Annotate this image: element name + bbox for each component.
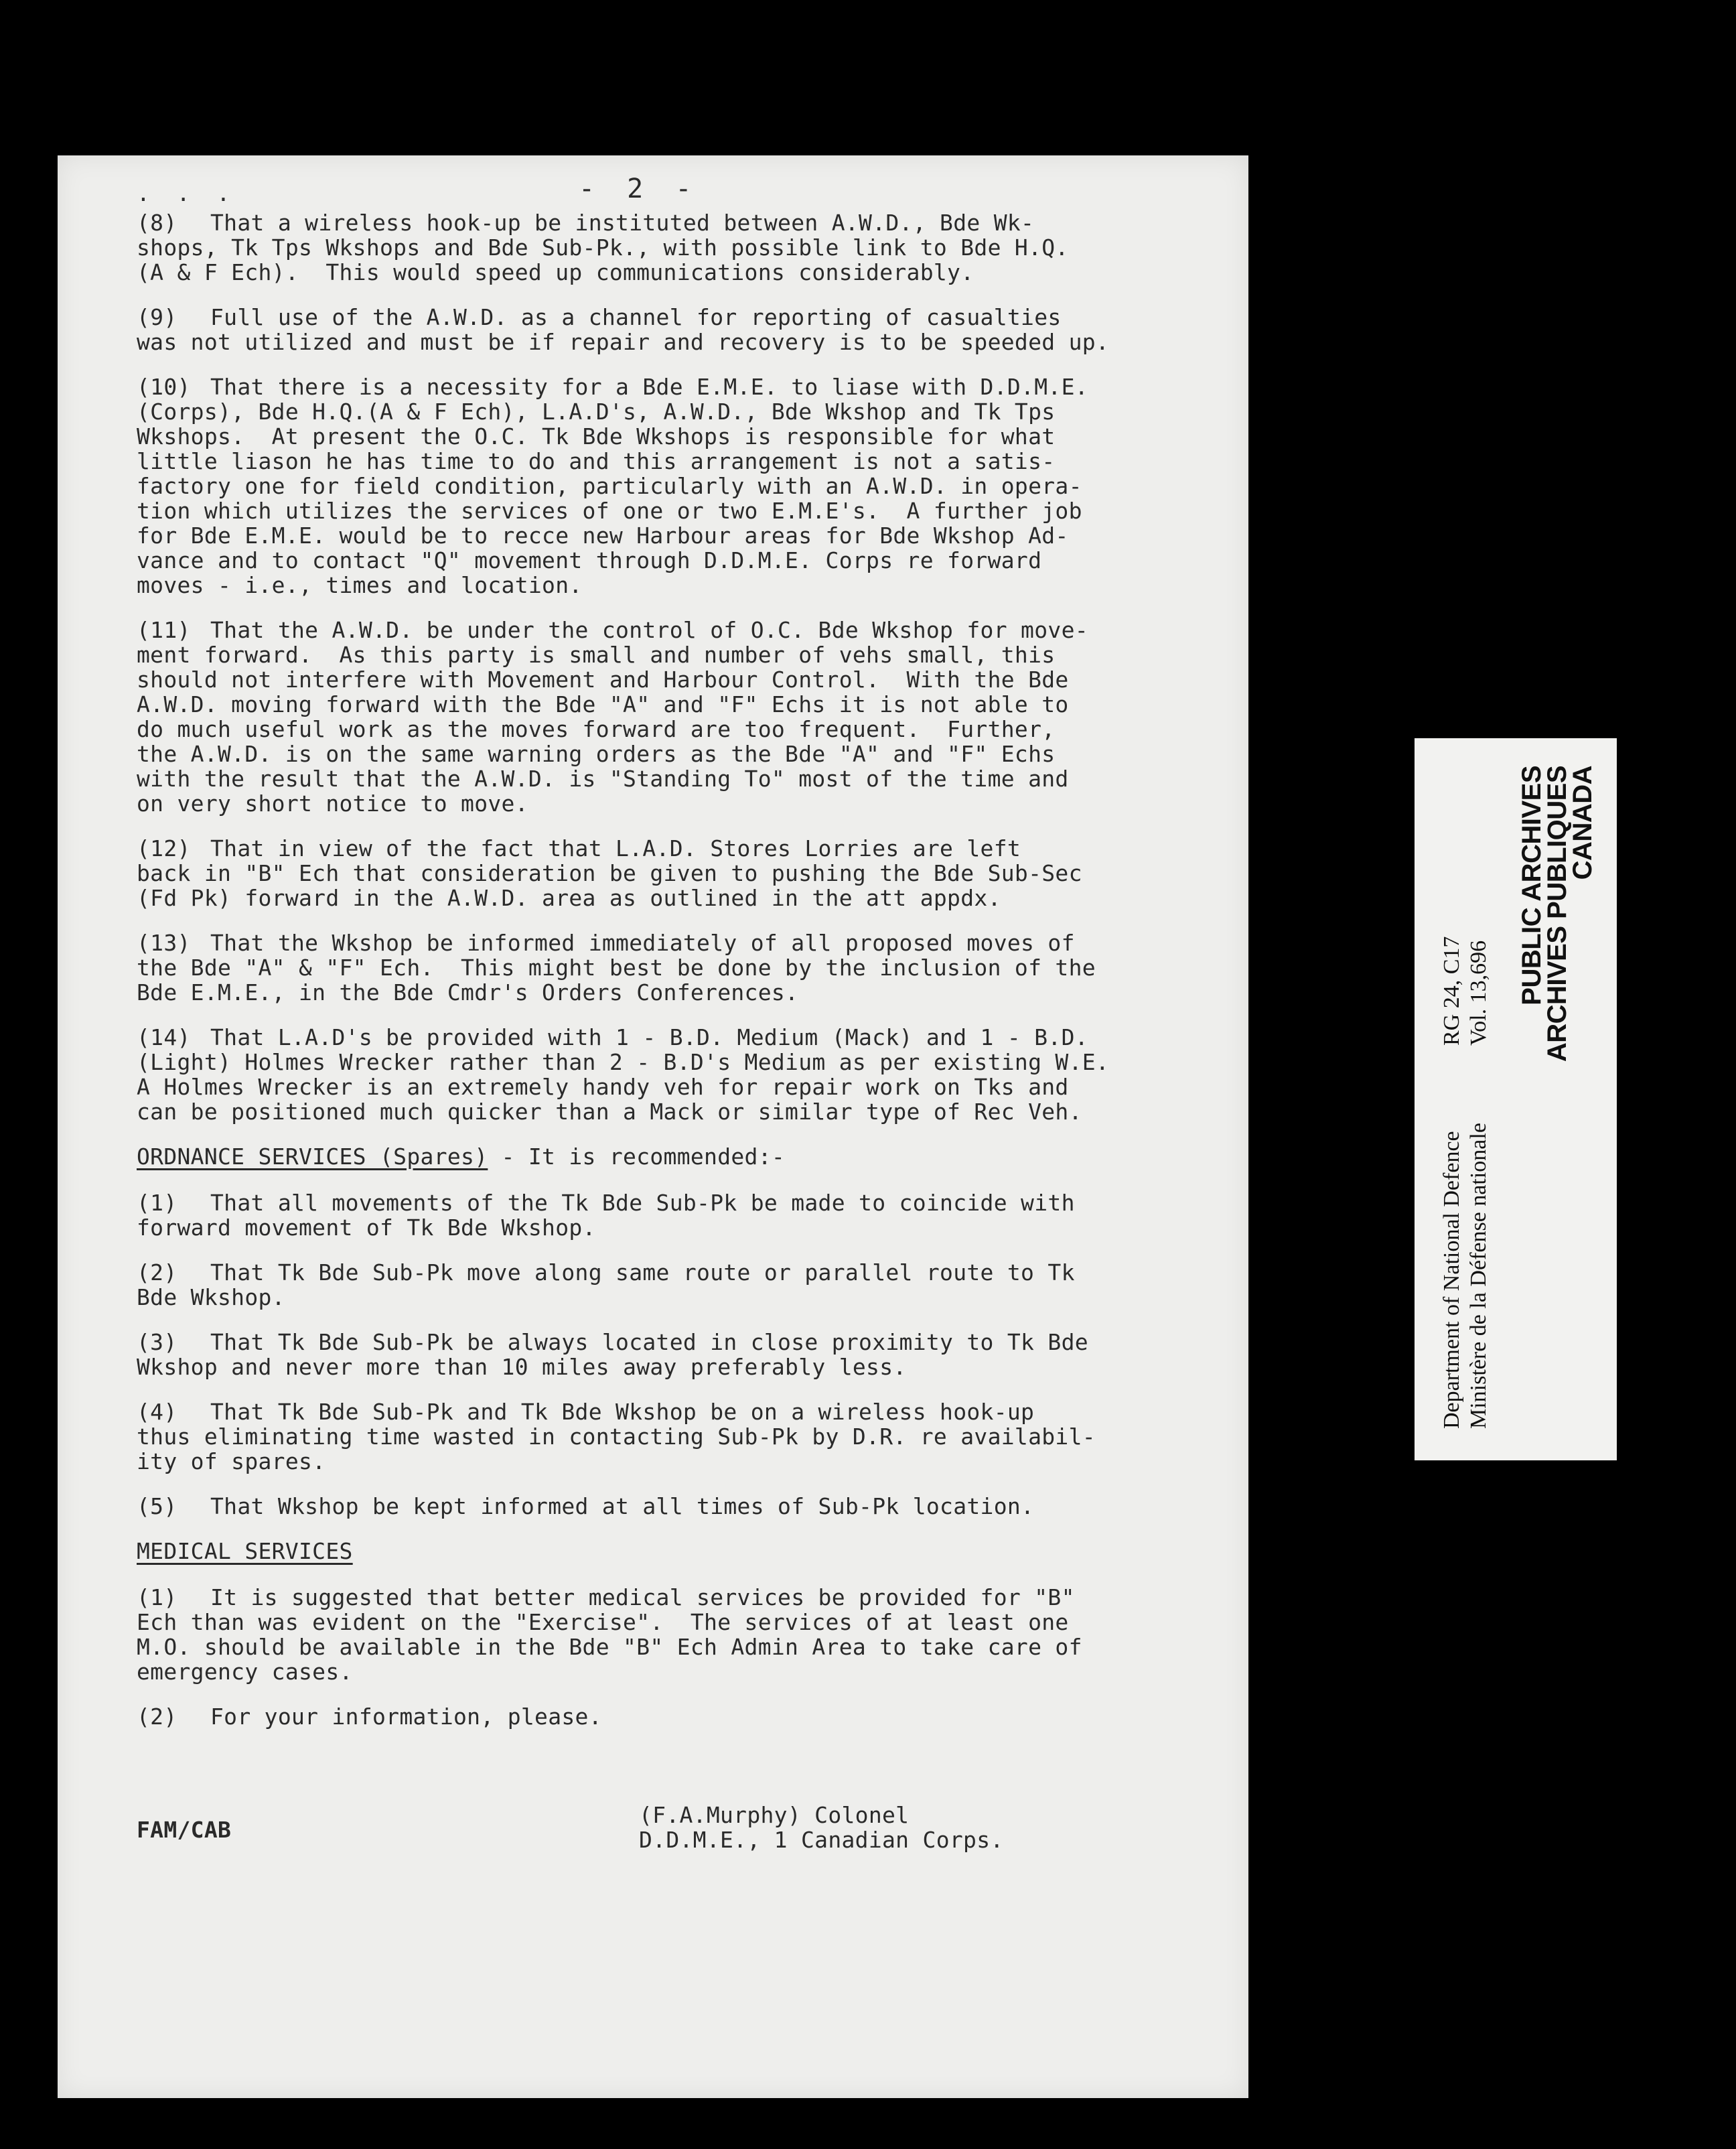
paragraph-number: (12) [137, 835, 191, 861]
medical-heading [137, 1539, 1222, 1564]
ordnance-heading [137, 1144, 1222, 1169]
item-number: (2) [137, 1704, 177, 1730]
department-block [1439, 1067, 1492, 1429]
item-number: (1) [137, 1584, 177, 1610]
department-french: Ministère de la Défense nationale [1466, 1123, 1491, 1429]
ordnance-title: ORDNANCE SERVICES (Spares) [137, 1143, 488, 1170]
ordnance-item-1 [137, 1190, 1222, 1240]
paragraph-12 [137, 836, 1222, 910]
paragraph-text: That the Wkshop be informed immediately of all proposed moves of the Bde "A" & "F" Ech. This might best be done by the inclusion of the Bde E.M.E., in the Bde Cmdr's Orders Conferences. [137, 930, 1096, 1006]
paragraph-8 [137, 210, 1222, 285]
paragraph-9 [137, 305, 1222, 354]
item-text: That all movements of the Tk Bde Sub-Pk be made to coincide with forward movement of Tk Bde Wkshop. [137, 1190, 1075, 1241]
signature-name: (F.A.Murphy) Colonel [639, 1802, 910, 1828]
paragraph-10 [137, 374, 1222, 598]
paragraph-text: That L.A.D's be provided with 1 - B.D. Medium (Mack) and 1 - B.D. (Light) Holmes Wrecker rather than 2 - B.D's Medium as per existing W.E. A Holmes Wrecker is an extremely handy veh for repair work on Tks and can be positioned much quicker than a Mack or similar type of Rec Veh. [137, 1024, 1110, 1125]
signature-title: D.D.M.E., 1 Canadian Corps. [639, 1827, 1004, 1853]
department-english: Department of National Defence [1439, 1131, 1464, 1429]
paragraph-13 [137, 930, 1222, 1005]
medical-item-2 [137, 1704, 1222, 1729]
item-text: For your information, please. [210, 1704, 602, 1730]
archive-label-content [1419, 751, 1613, 1448]
archive-label-card [1415, 738, 1617, 1460]
page-number: - 2 - [579, 174, 700, 204]
paragraph-number: (8) [137, 210, 177, 236]
item-number: (4) [137, 1399, 177, 1425]
ordnance-item-4 [137, 1399, 1222, 1474]
paragraph-text: That the A.W.D. be under the control of O.C. Bde Wkshop for move- ment forward. As this party is small and number of vehs small, this should not interfere with Movement and Harbour Control. With the Bde A.W.D. moving forward with the Bde "A" and "F" Echs it is not able to do much useful work as the moves forward are too frequent. Further, the A.W.D. is on the same warning orders as the Bde "A" and "F" Echs with the result that the A.W.D. is "Standing To" most of the time and on very short notice to move. [137, 617, 1088, 817]
medical-title: MEDICAL SERVICES [137, 1538, 353, 1564]
paragraph-number: (14) [137, 1024, 191, 1050]
paragraph-11 [137, 618, 1222, 816]
archive-label [1405, 729, 1626, 1470]
paragraph-number: (11) [137, 617, 191, 643]
item-number: (2) [137, 1259, 177, 1286]
reference-initials: FAM/CAB [137, 1817, 232, 1843]
item-number: (1) [137, 1190, 177, 1216]
header-dots: . . . [137, 180, 237, 206]
paragraph-text: That there is a necessity for a Bde E.M.E. to liase with D.D.M.E. (Corps), Bde H.Q.(A & F Ech), L.A.D's, A.W.D., Bde Wkshop and Tk Tps Wkshops. At present the O.C. Tk Bde Wkshops is responsible for what little liason he has time to do and this arrangement is not a satis- factory one for field condition, particularly with an A.W.D. in opera- tion which utilizes the services of one or two E.M.E's. A further job for Bde E.M.E. would be to recce new Harbour areas for Bde Wkshop Ad- vance and to contact "Q" movement through D.D.M.E. Corps re forward moves - i.e., times and location. [137, 374, 1088, 598]
document-page [58, 155, 1248, 2098]
item-text: That Tk Bde Sub-Pk and Tk Bde Wkshop be on a wireless hook-up thus eliminating time wasted in contacting Sub-Pk by D.R. re availabil- ity of spares. [137, 1399, 1096, 1474]
medical-item-1 [137, 1585, 1222, 1684]
paragraph-number: (10) [137, 374, 191, 400]
item-text: That Tk Bde Sub-Pk move along same route or parallel route to Tk Bde Wkshop. [137, 1259, 1075, 1310]
signature [639, 1803, 1004, 1852]
paragraph-text: That in view of the fact that L.A.D. Stores Lorries are left back in "B" Ech that consideration be given to pushing the Bde Sub-Sec (Fd Pk) forward in the A.W.D. area as outlined in the att appdx. [137, 835, 1082, 911]
document-body [137, 174, 1222, 1883]
ordnance-item-5 [137, 1494, 1222, 1519]
paragraph-number: (13) [137, 930, 191, 956]
volume-number: Vol. 13,696 [1466, 940, 1491, 1046]
archives-french: ARCHIVES PUBLIQUES [1542, 766, 1572, 1062]
record-group: RG 24, C17 [1439, 936, 1464, 1046]
item-text: That Wkshop be kept informed at all times of Sub-Pk location. [210, 1493, 1035, 1519]
item-number: (3) [137, 1329, 177, 1355]
paragraph-14 [137, 1025, 1222, 1124]
page-header [137, 174, 1222, 210]
record-group-block [1439, 764, 1492, 1046]
ordnance-intro: - It is recommended:- [488, 1143, 786, 1170]
paragraph-number: (9) [137, 304, 177, 330]
ordnance-item-3 [137, 1330, 1222, 1379]
signature-block [137, 1803, 1222, 1883]
item-text: It is suggested that better medical services be provided for "B" Ech than was evident on the "Exercise". The services of at least one M.O. should be available in the Bde "B" Ech Admin Area to take care of emergency cases. [137, 1584, 1082, 1685]
item-text: That Tk Bde Sub-Pk be always located in close proximity to Tk Bde Wkshop and never more than 10 miles away preferably less. [137, 1329, 1088, 1380]
archives-stamp [1519, 766, 1595, 1429]
paragraph-text: That a wireless hook-up be instituted between A.W.D., Bde Wk- shops, Tk Tps Wkshops and Bde Sub-Pk., with possible link to Bde H.Q. (A & F Ech). This would speed up communications considerably. [137, 210, 1069, 285]
item-number: (5) [137, 1493, 177, 1519]
archives-country: CANADA [1568, 766, 1597, 880]
paragraph-text: Full use of the A.W.D. as a channel for reporting of casualties was not utilized and must be if repair and recovery is to be speeded up. [137, 304, 1110, 355]
archives-english: PUBLIC ARCHIVES [1517, 766, 1546, 1006]
ordnance-item-2 [137, 1260, 1222, 1310]
